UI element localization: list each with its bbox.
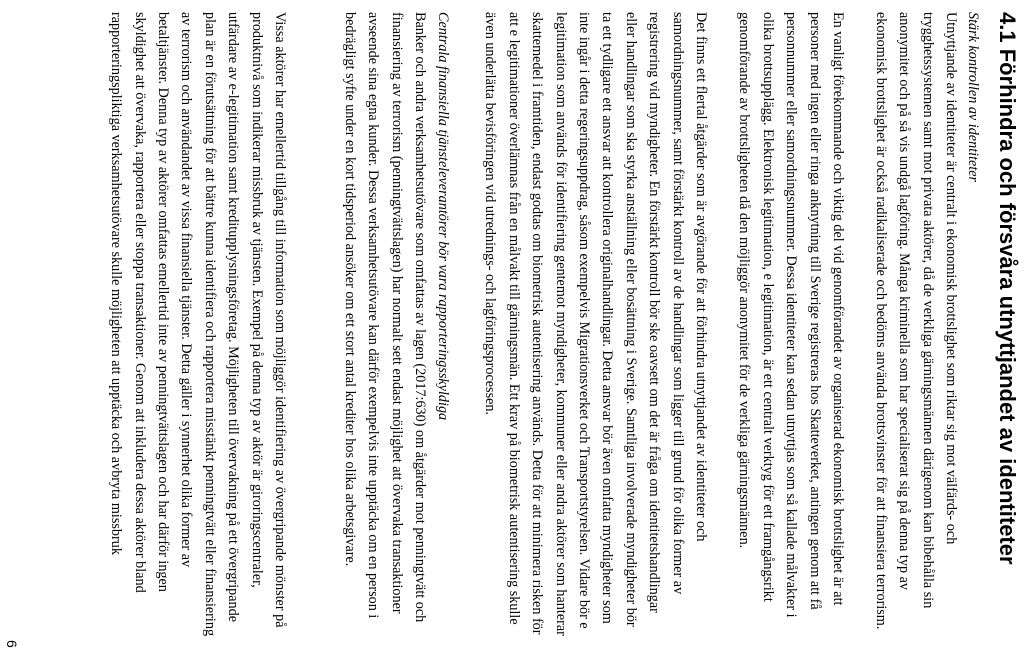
subheading-financial-providers: Centrala finansiella tjänsteleverantörer bör vara rapporteringsskyldiga [435,12,451,421]
page-number: 6 [4,640,20,648]
subheading-identity-control: Stärk kontrollen av identiteter [965,12,981,183]
section-heading: 4.1 Förhindra och försvåra utnyttjandet av identiteter [995,12,1020,565]
paragraph-registration: En vanligt förekommande och viktig del vid genomförandet av organiserad ekonomisk brottslighet är att personer med ingen eller ringa anknytning till Sverige registreras hos Skatteverket, antingen genom att få personnummer eller samordningsnummer. Dessa identiteter kan sedan utnyttjas som så kallade målvakter i olika brottsupplägg. Elektronisk legitimation, e legitimation, är ett centralt verktyg för ett framgångsrikt genomförande av brottsligheten då den möjliggör anonymitet för de verkliga gärningsmännen. [736,12,846,618]
document-page [0,8,1024,648]
paragraph-actors: Vissa aktörer har emellertid tillgång till information som möjliggör identifiering av övergripande mönster på produktnivå som indikerar missbruk av tjänsten. Exempel på denna typ av aktör är giroringscentraler, utfärdare av e-legitimation samt kreditupplysningsföretag. Möjligheten till övervakning på ett övergripande plan är en förutsättning för att bättre kunna identifiera och rapportera misstänkt penningtvätt eller finansiering av terrorism och användandet av vissa finansiella tjänster. Detta gäller i synnerhet olika former av betaltjänster. Denna typ av aktörer omfattas emellertid inte av penningtvättslagen och har därför ingen skyldighet att övervaka, rapportera eller stoppa transaktioner. Genom att inkludera dessa aktörer bland rapporteringspliktiga verksamhetsutövare skulle möjligheten att upptäcka och avbryta missbruk [108,12,288,637]
paragraph-banks: Banker och andra verksamhetsutövare som omfattas av lagen (2017:630) om åtgärder mot penningtvätt och finansiering av terrorism (penningtvättslagen) har normalt sett endast möjlighet att övervaka transaktioner avseende sina egna kunder. Dessa verksamhetsutövare kan därför exempelvis inte upptäcka om en person i bedrägligt syfte under en kort tidsperiod ansöker om ett stort antal krediter hos olika arbetsgivare. [341,12,428,623]
paragraph-identities: Utnyttjande av identiteter är centralt i ekonomisk brottslighet som riktar sig mot välfärds- och trygghetssystemen samt mot privata aktörer, då de verkliga gärningsmännen därigenom kan bibehålla sin anonymitet och på så vis undgå lagföring. Många kriminella som har specialiserat sig på denna typ av ekonomisk brottslighet är också radikaliserade och bedöms använda brottsvinster för att finansiera terrorism. [872,12,959,630]
paragraph-measures: Det finns ett flertal åtgärder som är avgörande för att förhindra utnyttjandet av identiteter och samordningsnummer, samt förstärkt kontroll av de handlingar som ligger till grund för olika former av registrering vid myndigheter. En förstärkt kontroll bör ske oavsett om det är fråga om identitetshandlingar eller handlingar som ska styrka anställning eller bosättning i Sverige. Samtliga involverade myndigheter bör ta ett tydligare ett ansvar att kontrollera originalhandlingar. Detta ansvar bör även omfatta myndigheter som inte ingår i detta regeringsuppdrag, såsom exempelvis Migrationsverket och Transportstyrelsen. Vidare bör e legitimation som används för identifiering gentemot myndigheter, kommuner eller andra aktörer som hanterar skattemedel i framtiden, endast godtas om biometrisk autentisering används. Detta för att minimera risken för att e legitimationer överlämnas från en målvakt till gärningsmän. Ett krav på biometrisk autentisering skulle även underlätta bevisföringen vid utrednings- och lagföringsprocessen. [482,12,709,636]
